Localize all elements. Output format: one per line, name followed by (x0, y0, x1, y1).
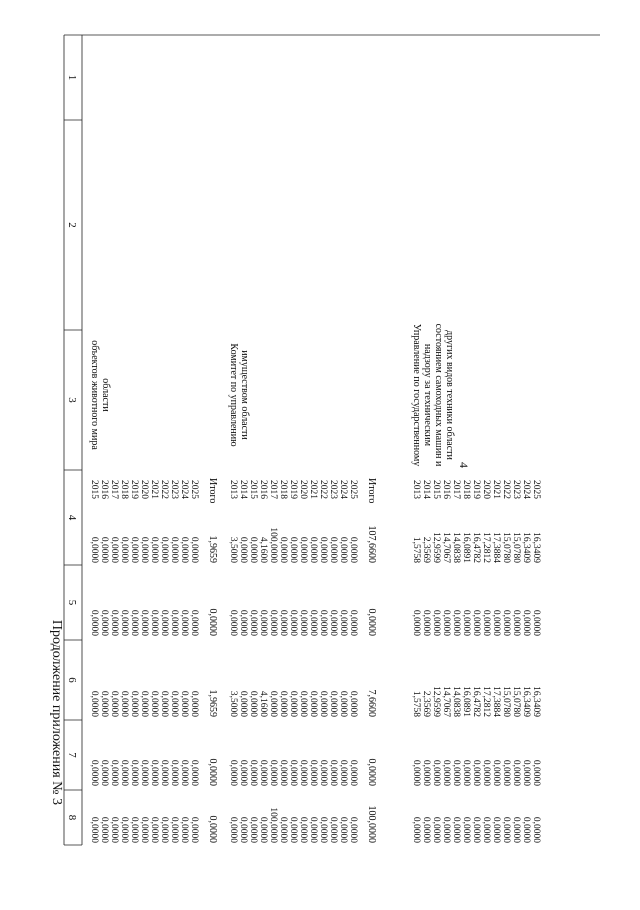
year-cell: 2021 (308, 480, 318, 499)
value-cell: 0,0000 (521, 609, 531, 636)
value-cell: 0,0000 (288, 816, 298, 843)
value-cell: 0,0000 (149, 816, 159, 843)
executor-section (89, 340, 218, 843)
value-cell: 12,9599 (431, 532, 441, 563)
value-cell: 0,0000 (109, 609, 119, 636)
value-cell: 17,3884 (491, 686, 501, 717)
value-cell: 0,0000 (179, 759, 189, 786)
value-cell: 0,0000 (159, 759, 169, 786)
value-cell: 0,0000 (139, 536, 149, 563)
table-row (288, 480, 298, 843)
value-cell: 0,0000 (328, 690, 338, 717)
value-cell: 0,0000 (328, 816, 338, 843)
value-cell: 0,0000 (149, 536, 159, 563)
total-label: Итого (366, 478, 377, 504)
year-cell: 2025 (189, 480, 199, 499)
value-cell: 0,0000 (189, 690, 199, 717)
value-cell: 0,0000 (258, 609, 268, 636)
year-cell: 2025 (348, 480, 358, 499)
table-row (169, 480, 179, 843)
value-cell: 0,0000 (338, 536, 348, 563)
value-cell: 0,0000 (471, 816, 481, 843)
value-cell: 0,0000 (99, 609, 109, 636)
value-cell: 100,0000 (268, 807, 278, 843)
value-cell: 0,0000 (441, 609, 451, 636)
value-cell: 0,0000 (179, 816, 189, 843)
value-cell: 0,0000 (189, 816, 199, 843)
executor-name-line: состоянием самоходных машин и (433, 323, 444, 467)
value-cell: 0,0000 (328, 759, 338, 786)
value-cell: 0,0000 (308, 690, 318, 717)
value-cell: 16,0891 (461, 532, 471, 563)
value-cell: 0,0000 (338, 690, 348, 717)
value-cell: 0,0000 (179, 609, 189, 636)
value-cell: 0,0000 (308, 609, 318, 636)
value-cell: 0,0000 (228, 816, 238, 843)
value-cell: 0,0000 (348, 609, 358, 636)
year-cell: 2024 (521, 480, 531, 499)
value-cell: 0,0000 (99, 690, 109, 717)
value-cell: 16,0891 (461, 686, 471, 717)
year-cell: 2025 (531, 480, 541, 499)
executor-name-line: Управление по государственному (411, 323, 422, 467)
table-row (99, 480, 109, 843)
value-cell: 0,0000 (461, 759, 471, 786)
table-row (258, 480, 268, 843)
column-number-8: 8 (66, 814, 78, 821)
value-cell: 4,1600 (258, 690, 268, 717)
value-cell: 0,0000 (248, 609, 258, 636)
value-cell: 0,0000 (89, 816, 99, 843)
value-cell: 0,0000 (348, 690, 358, 717)
value-cell: 0,0000 (159, 609, 169, 636)
value-cell: 0,0000 (278, 816, 288, 843)
year-cell: 2015 (431, 480, 441, 499)
table-row (411, 480, 421, 843)
value-cell: 0,0000 (248, 759, 258, 786)
value-cell: 0,0000 (139, 759, 149, 786)
value-cell: 0,0000 (308, 759, 318, 786)
year-cell: 2016 (99, 480, 109, 499)
table-row (89, 480, 99, 843)
value-cell: 0,0000 (338, 609, 348, 636)
value-cell: 0,0000 (511, 816, 521, 843)
column-number-2: 2 (66, 222, 78, 228)
table-row (189, 480, 199, 843)
value-cell: 0,0000 (149, 759, 159, 786)
table-row (308, 480, 318, 843)
executor-name-line: области (100, 378, 111, 412)
value-cell: 0,0000 (89, 759, 99, 786)
table-row (109, 480, 119, 843)
value-cell: 0,0000 (318, 609, 328, 636)
value-cell: 16,3409 (531, 686, 541, 717)
year-cell: 2018 (278, 480, 288, 499)
value-cell: 0,0000 (421, 759, 431, 786)
value-cell: 0,0000 (461, 816, 471, 843)
executor-name-line: надзору за техническим (422, 343, 433, 447)
table-row (318, 480, 328, 843)
value-cell: 0,0000 (169, 536, 179, 563)
value-cell: 0,0000 (501, 816, 511, 843)
value-cell: 0,0000 (278, 690, 288, 717)
total-label: Итого (207, 478, 218, 504)
column-number-5: 5 (66, 599, 78, 606)
value-cell: 0,0000 (451, 816, 461, 843)
value-cell: 0,0000 (119, 816, 129, 843)
value-cell: 4,1600 (258, 536, 268, 563)
year-cell: 2014 (421, 480, 431, 499)
table-row (179, 480, 189, 843)
value-cell: 0,0000 (491, 609, 501, 636)
value-cell: 16,3409 (521, 532, 531, 563)
total-row (207, 478, 218, 843)
value-cell: 0,0000 (318, 759, 328, 786)
year-cell: 2013 (228, 480, 238, 499)
value-cell: 0,0000 (139, 690, 149, 717)
value-cell: 17,2812 (481, 532, 491, 563)
value-cell: 2,3569 (421, 536, 431, 563)
value-cell: 0,0000 (268, 609, 278, 636)
value-cell: 0,0000 (288, 536, 298, 563)
value-cell: 0,0000 (268, 759, 278, 786)
table-row (149, 480, 159, 843)
executor-section (411, 324, 541, 844)
value-cell: 0,0000 (189, 536, 199, 563)
total-value-cell: 0,0000 (207, 758, 218, 786)
column-number-7: 7 (66, 752, 78, 758)
value-cell: 0,0000 (109, 690, 119, 717)
table-row (481, 480, 491, 843)
table-row (268, 480, 278, 843)
executor-name-line: объектов животного мира (89, 340, 100, 450)
table-row (248, 480, 258, 843)
value-cell: 100,0000 (268, 527, 278, 563)
value-cell: 0,0000 (228, 759, 238, 786)
value-cell: 0,0000 (421, 816, 431, 843)
value-cell: 0,0000 (109, 759, 119, 786)
value-cell: 0,0000 (258, 759, 268, 786)
year-cell: 2019 (471, 480, 481, 499)
value-cell: 0,0000 (278, 609, 288, 636)
value-cell: 14,0838 (451, 532, 461, 563)
total-value-cell: 1,9659 (207, 689, 218, 717)
value-cell: 0,0000 (159, 690, 169, 717)
value-cell: 0,0000 (461, 609, 471, 636)
year-cell: 2018 (119, 480, 129, 499)
table-row (278, 480, 288, 843)
year-cell: 2013 (411, 480, 421, 499)
value-cell: 0,0000 (159, 536, 169, 563)
value-cell: 3,5000 (228, 690, 238, 717)
value-cell: 17,2812 (481, 686, 491, 717)
value-cell: 0,0000 (129, 690, 139, 717)
value-cell: 0,0000 (298, 690, 308, 717)
value-cell: 0,0000 (189, 609, 199, 636)
year-cell: 2024 (338, 480, 348, 499)
year-cell: 2023 (328, 480, 338, 499)
table-row (461, 480, 471, 843)
continuation-title: Продолжение приложения № 3 (49, 619, 64, 805)
value-cell: 0,0000 (328, 536, 338, 563)
value-cell: 0,0000 (511, 759, 521, 786)
table-row (441, 480, 451, 843)
year-cell: 2020 (139, 480, 149, 499)
executor-name-line: других видов техники области (444, 330, 455, 460)
value-cell: 0,0000 (179, 536, 189, 563)
value-cell: 0,0000 (451, 759, 461, 786)
total-value-cell: 0,0000 (207, 608, 218, 636)
value-cell: 3,5000 (228, 536, 238, 563)
column-number-1: 1 (66, 74, 78, 81)
value-cell: 0,0000 (99, 536, 109, 563)
column-number-row (64, 35, 82, 845)
value-cell: 0,0000 (491, 816, 501, 843)
value-cell: 0,0000 (348, 816, 358, 843)
value-cell: 0,0000 (238, 816, 248, 843)
table-row (129, 480, 139, 843)
value-cell: 0,0000 (119, 609, 129, 636)
value-cell: 0,0000 (318, 536, 328, 563)
executor-section (228, 343, 377, 843)
value-cell: 0,0000 (308, 536, 318, 563)
year-cell: 2024 (179, 480, 189, 499)
total-value-cell: 1,9659 (207, 535, 218, 563)
year-cell: 2023 (169, 480, 179, 499)
year-cell: 2021 (491, 480, 501, 499)
value-cell: 0,0000 (288, 609, 298, 636)
value-cell: 0,0000 (179, 690, 189, 717)
table-row (139, 480, 149, 843)
value-cell: 0,0000 (159, 816, 169, 843)
value-cell: 15,0780 (501, 686, 511, 717)
total-row (366, 478, 377, 843)
year-cell: 2015 (89, 480, 99, 499)
value-cell: 0,0000 (89, 690, 99, 717)
value-cell: 0,0000 (238, 759, 248, 786)
year-cell: 2016 (441, 480, 451, 499)
value-cell: 14,7067 (441, 532, 451, 563)
column-number-6: 6 (66, 677, 78, 683)
value-cell: 0,0000 (501, 759, 511, 786)
value-cell: 0,0000 (318, 816, 328, 843)
value-cell: 16,3409 (531, 532, 541, 563)
value-cell: 0,0000 (238, 690, 248, 717)
value-cell: 16,3409 (521, 686, 531, 717)
value-cell: 0,0000 (298, 816, 308, 843)
value-cell: 0,0000 (348, 759, 358, 786)
value-cell: 0,0000 (238, 609, 248, 636)
value-cell: 0,0000 (169, 759, 179, 786)
value-cell: 0,0000 (99, 759, 109, 786)
year-cell: 2021 (149, 480, 159, 499)
value-cell: 2,3569 (421, 690, 431, 717)
year-cell: 2022 (159, 480, 169, 499)
value-cell: 0,0000 (531, 609, 541, 636)
value-cell: 17,3884 (491, 532, 501, 563)
value-cell: 15,0780 (511, 686, 521, 717)
value-cell: 0,0000 (228, 609, 238, 636)
executor-name-line: Комитет по управлению (228, 343, 239, 447)
value-cell: 0,0000 (451, 609, 461, 636)
value-cell: 0,0000 (511, 609, 521, 636)
value-cell: 0,0000 (298, 609, 308, 636)
value-cell: 0,0000 (481, 759, 491, 786)
value-cell: 0,0000 (119, 759, 129, 786)
value-cell: 0,0000 (99, 816, 109, 843)
value-cell: 14,0838 (451, 686, 461, 717)
value-cell: 12,9599 (431, 686, 441, 717)
value-cell: 0,0000 (129, 609, 139, 636)
value-cell: 16,4782 (471, 686, 481, 717)
total-value-cell: 7,6600 (366, 689, 377, 717)
value-cell: 0,0000 (521, 759, 531, 786)
value-cell: 1,5758 (411, 536, 421, 563)
value-cell: 0,0000 (248, 690, 258, 717)
year-cell: 2017 (109, 480, 119, 499)
value-cell: 0,0000 (278, 759, 288, 786)
table-row (451, 480, 461, 843)
value-cell: 0,0000 (431, 816, 441, 843)
value-cell: 0,0000 (278, 536, 288, 563)
table-row (328, 480, 338, 843)
value-cell: 16,4782 (471, 532, 481, 563)
value-cell: 0,0000 (89, 536, 99, 563)
value-cell: 0,0000 (471, 759, 481, 786)
value-cell: 0,0000 (109, 816, 119, 843)
value-cell: 14,7067 (441, 686, 451, 717)
year-cell: 2016 (258, 480, 268, 499)
value-cell: 0,0000 (501, 609, 511, 636)
value-cell: 15,0780 (511, 532, 521, 563)
table-row (531, 480, 541, 843)
page-number: 4 (457, 462, 471, 468)
value-cell: 0,0000 (348, 536, 358, 563)
year-cell: 2020 (481, 480, 491, 499)
value-cell: 0,0000 (491, 759, 501, 786)
value-cell: 0,0000 (139, 816, 149, 843)
value-cell: 0,0000 (238, 536, 248, 563)
value-cell: 0,0000 (338, 759, 348, 786)
value-cell: 0,0000 (318, 690, 328, 717)
value-cell: 0,0000 (109, 536, 119, 563)
value-cell: 0,0000 (431, 759, 441, 786)
total-value-cell: 0,0000 (207, 815, 218, 843)
table-row (348, 480, 358, 843)
value-cell: 0,0000 (481, 609, 491, 636)
value-cell: 15,0780 (501, 532, 511, 563)
value-cell: 0,0000 (139, 609, 149, 636)
table-row (431, 480, 441, 843)
value-cell: 0,0000 (189, 759, 199, 786)
value-cell: 0,0000 (411, 816, 421, 843)
table-row (511, 480, 521, 843)
table-row (159, 480, 169, 843)
executor-name-line: имуществом области (239, 350, 250, 440)
value-cell: 0,0000 (328, 609, 338, 636)
column-number-3: 3 (66, 397, 78, 403)
value-cell: 0,0000 (119, 536, 129, 563)
value-cell: 0,0000 (298, 759, 308, 786)
year-cell: 2022 (501, 480, 511, 499)
year-cell: 2019 (129, 480, 139, 499)
year-cell: 2022 (318, 480, 328, 499)
value-cell: 0,0000 (169, 690, 179, 717)
year-cell: 2017 (451, 480, 461, 499)
value-cell: 0,0000 (129, 816, 139, 843)
table-row (471, 480, 481, 843)
value-cell: 0,0000 (149, 609, 159, 636)
value-cell: 0,0000 (89, 609, 99, 636)
year-cell: 2020 (298, 480, 308, 499)
total-value-cell: 100,0000 (366, 805, 377, 843)
table-row (119, 480, 129, 843)
table-row (338, 480, 348, 843)
value-cell: 0,0000 (288, 690, 298, 717)
value-cell: 0,0000 (169, 816, 179, 843)
value-cell: 0,0000 (129, 536, 139, 563)
value-cell: 0,0000 (521, 816, 531, 843)
year-cell: 2015 (248, 480, 258, 499)
value-cell: 0,0000 (258, 816, 268, 843)
year-cell: 2023 (511, 480, 521, 499)
value-cell: 0,0000 (421, 609, 431, 636)
value-cell: 0,0000 (531, 759, 541, 786)
total-value-cell: 107,6600 (366, 525, 377, 563)
value-cell: 0,0000 (298, 536, 308, 563)
year-cell: 2014 (238, 480, 248, 499)
value-cell: 0,0000 (268, 690, 278, 717)
value-cell: 0,0000 (149, 690, 159, 717)
table-row (501, 480, 511, 843)
column-number-4: 4 (66, 514, 78, 521)
value-cell: 0,0000 (129, 759, 139, 786)
value-cell: 0,0000 (248, 816, 258, 843)
value-cell: 0,0000 (411, 759, 421, 786)
table-row (238, 480, 248, 843)
value-cell: 0,0000 (338, 816, 348, 843)
year-cell: 2019 (288, 480, 298, 499)
table-row (421, 480, 431, 843)
table-row (228, 480, 238, 843)
value-cell: 1,5758 (411, 690, 421, 717)
value-cell: 0,0000 (288, 759, 298, 786)
year-cell: 2017 (268, 480, 278, 499)
year-cell: 2018 (461, 480, 471, 499)
total-value-cell: 0,0000 (366, 758, 377, 786)
value-cell: 0,0000 (441, 816, 451, 843)
value-cell: 0,0000 (411, 609, 421, 636)
total-value-cell: 0,0000 (366, 608, 377, 636)
value-cell: 0,0000 (531, 816, 541, 843)
value-cell: 0,0000 (248, 536, 258, 563)
value-cell: 0,0000 (119, 690, 129, 717)
value-cell: 0,0000 (169, 609, 179, 636)
value-cell: 0,0000 (471, 609, 481, 636)
value-cell: 0,0000 (308, 816, 318, 843)
table-row (298, 480, 308, 843)
table-row (521, 480, 531, 843)
table-row (491, 480, 501, 843)
value-cell: 0,0000 (441, 759, 451, 786)
value-cell: 0,0000 (431, 609, 441, 636)
value-cell: 0,0000 (481, 816, 491, 843)
